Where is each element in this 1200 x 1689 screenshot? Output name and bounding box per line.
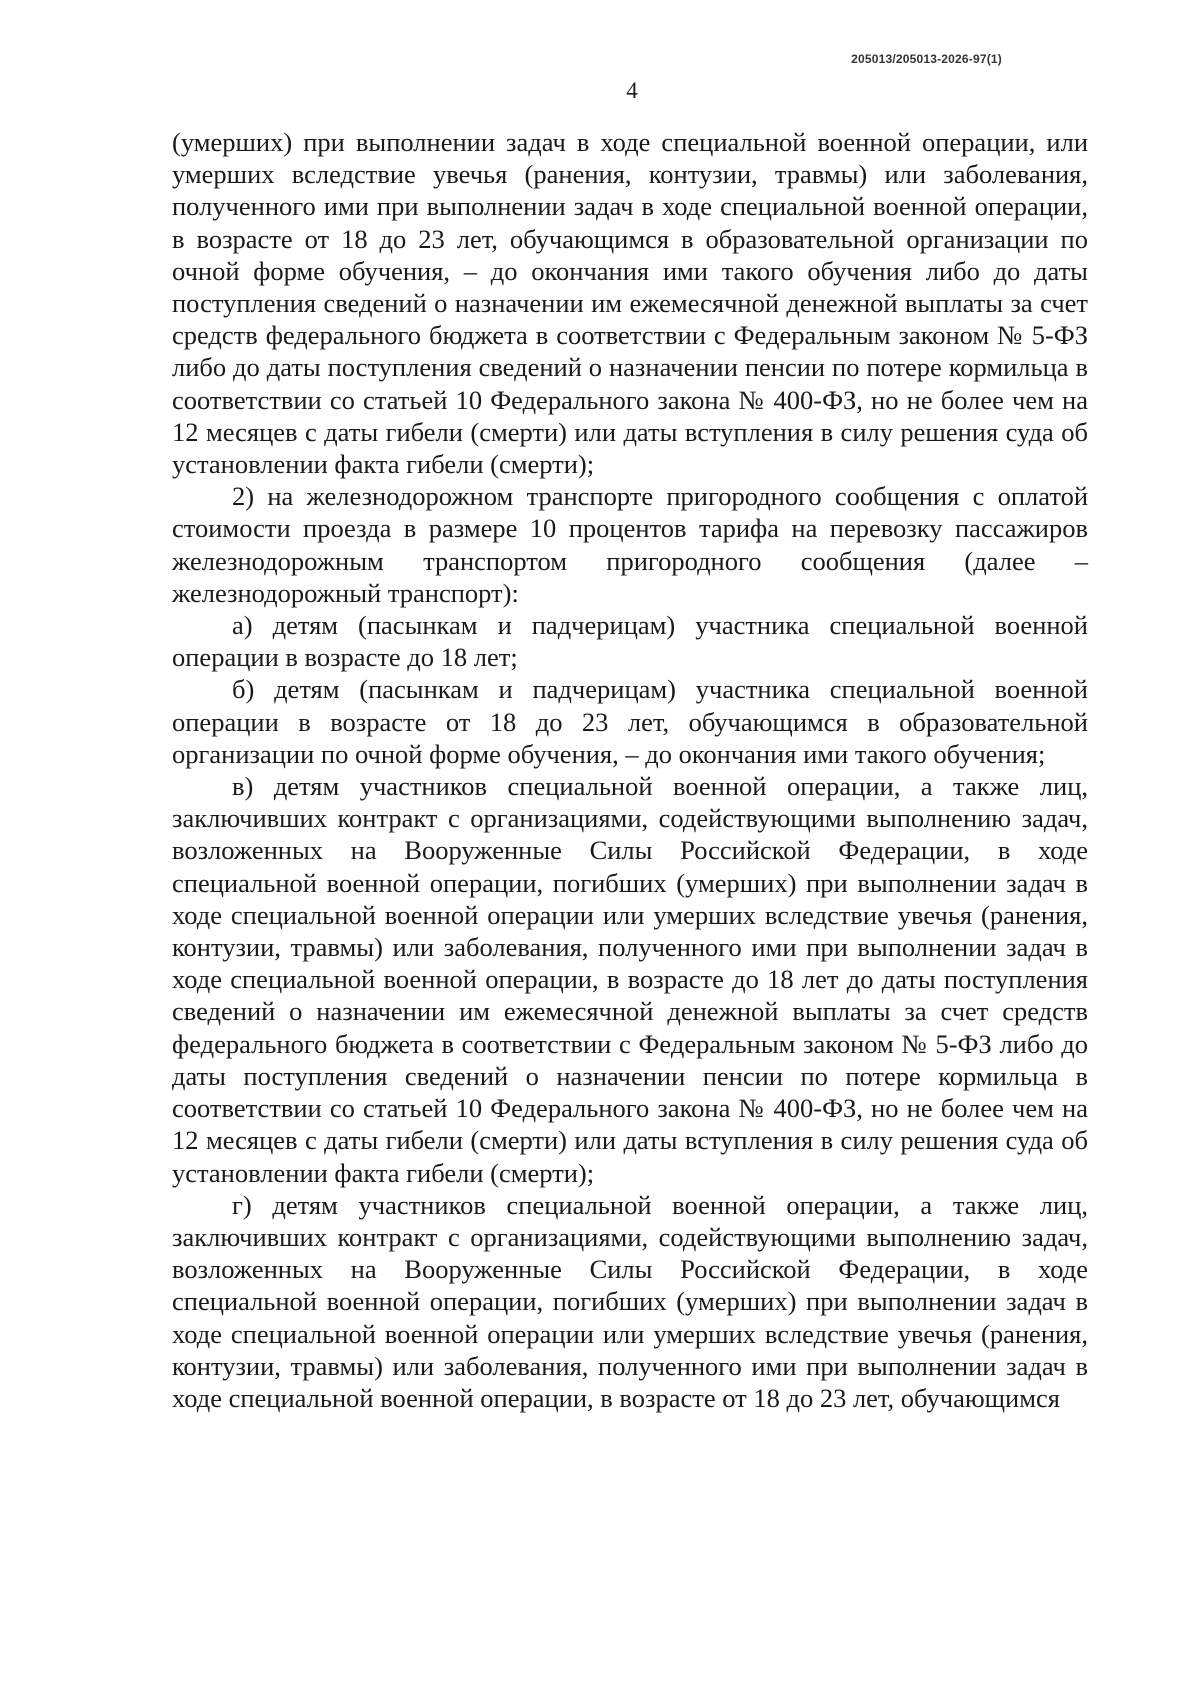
paragraph-subitem-v: в) детям участников специальной военной операции, а также лиц, заключивших контракт с организациями, содействующими выполнению задач, возложенных на Вооруженные Силы Российской Федерации, в ходе специальной военной операции, погибших (умерших) при выполнении задач в ходе специальной военной операции или умерших вследствие увечья (ранения, контузии, травмы) или заболевания, полученного ими при выполнении задач в ходе специальной военной операции, в возрасте до 18 лет до даты поступления сведений о назначении им ежемесячной денежной выплаты за счет средств федерального бюджета в соответствии с Федеральным законом № 5-ФЗ либо до даты поступления сведений о назначении пенсии по потере кормильца в соответствии со статьей 10 Федерального закона № 400-ФЗ, но не более чем на 12 месяцев с даты гибели (смерти) или даты вступления в силу решения суда об установлении факта гибели (смерти); (172, 771, 1088, 1188)
page-number: 4 (626, 78, 638, 103)
paragraph-subitem-a: а) детям (пасынкам и падчерицам) участника специальной военной операции в возрасте до 18 лет; (172, 610, 1088, 673)
paragraph-item-2: 2) на железнодорожном транспорте пригородного сообщения с оплатой стоимости проезда в размере 10 процентов тарифа на перевозку пассажиров железнодорожным транспортом пригородного сообщения (далее – железнодорожный транспорт): (172, 481, 1088, 608)
paragraph-continuation: (умерших) при выполнении задач в ходе специальной военной операции, или умерших вследствие увечья (ранения, контузии, травмы) или заболевания, полученного ими при выполнении задач в ходе специальной военной операции, в возрасте от 18 до 23 лет, обучающимся в образовательной организации по очной форме обучения, – до окончания ими такого обучения либо до даты поступления сведений о назначении им ежемесячной денежной выплаты за счет средств федерального бюджета в соответствии с Федеральным законом № 5-ФЗ либо до даты поступления сведений о назначении пенсии по потере кормильца в соответствии со статьей 10 Федерального закона № 400-ФЗ, но не более чем на 12 месяцев с даты гибели (смерти) или даты вступления в силу решения суда об установлении факта гибели (смерти); (172, 127, 1088, 480)
document-body (172, 126, 1088, 1414)
paragraph-subitem-b: б) детям (пасынкам и падчерицам) участника специальной военной операции в возрасте от 18 до 23 лет, обучающимся в образовательной организации по очной форме обучения, – до окончания ими такого обучения; (172, 674, 1088, 769)
paragraph-subitem-g: г) детям участников специальной военной операции, а также лиц, заключивших контракт с организациями, содействующими выполнению задач, возложенных на Вооруженные Силы Российской Федерации, в ходе специальной военной операции, погибших (умерших) при выполнении задач в ходе специальной военной операции или умерших вследствие увечья (ранения, контузии, травмы) или заболевания, полученного ими при выполнении задач в ходе специальной военной операции, в возрасте от 18 до 23 лет, обучающимся (172, 1189, 1088, 1413)
document-code: 205013/205013-2026-97(1) (851, 52, 1002, 66)
